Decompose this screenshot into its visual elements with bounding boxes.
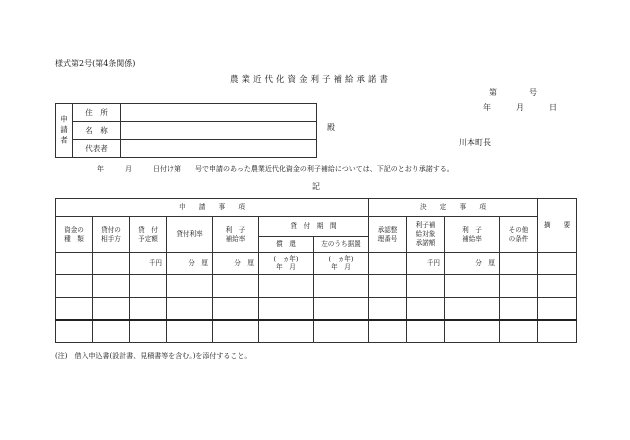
name-field[interactable] xyxy=(121,122,317,140)
unit-percent: 分 厘 xyxy=(213,253,259,274)
name-label: 名 称 xyxy=(73,122,121,140)
form-id: 様式第2号(第4条関係) xyxy=(55,59,136,68)
unit-thousand-yen: 千円 xyxy=(407,253,445,274)
unit-years: ( ヵ年) 年 月 xyxy=(314,253,369,274)
unit-cell xyxy=(56,253,93,274)
approved-amount-header: 利子補 給対象 承諾額 xyxy=(407,217,445,253)
unit-cell xyxy=(369,253,407,274)
loan-rate-header: 貸付利率 xyxy=(167,217,213,253)
decision-group-header: 決 定 事 項 xyxy=(369,199,538,217)
request-group-header: 申 請 事 項 xyxy=(56,199,369,217)
issuer: 川本町長 xyxy=(459,138,491,147)
unit-percent: 分 厘 xyxy=(445,253,500,274)
deferment-header: 左のうち据置 xyxy=(314,237,369,253)
table-row xyxy=(56,297,577,320)
body-text: 年 月 日付け第 号で申請のあった農業近代化資金の利子補給については、下記のとおり承諾する。 xyxy=(97,165,454,173)
subsidy-rate-header: 利 子 補給率 xyxy=(213,217,259,253)
unit-years: ( ヵ年) 年 月 xyxy=(259,253,314,274)
planned-amount-header: 貸 付 予定額 xyxy=(130,217,167,253)
honorific: 殿 xyxy=(327,123,335,132)
unit-cell xyxy=(93,253,130,274)
repayment-header: 償 還 xyxy=(259,237,314,253)
applicant-group-label: 申請者 xyxy=(56,104,73,158)
loan-period-header: 貸 付 期 間 xyxy=(259,217,369,237)
footnote: (注) 借入申込書(設計書、見積書等を含む。)を添付すること。 xyxy=(55,352,252,360)
approval-number-header: 承認整 理番号 xyxy=(369,217,407,253)
ki-label: 記 xyxy=(312,182,320,191)
unit-cell xyxy=(500,253,538,274)
applicant-box xyxy=(55,103,317,158)
document-number: 第 号 xyxy=(489,88,539,97)
representative-label: 代表者 xyxy=(73,140,121,158)
unit-percent: 分 厘 xyxy=(167,253,213,274)
document-title: 農業近代化資金利子補給承諾書 xyxy=(230,75,392,85)
table-total-row xyxy=(56,320,577,342)
decided-rate-header: 利 子 補給率 xyxy=(445,217,500,253)
document-date: 年 月 日 xyxy=(483,103,560,112)
conditions-header: その他 の条件 xyxy=(500,217,538,253)
fund-type-header: 資金の 種 類 xyxy=(56,217,93,253)
table-row xyxy=(56,274,577,297)
address-field[interactable] xyxy=(121,104,317,122)
remarks-header: 摘 要 xyxy=(538,199,577,253)
subsidy-table xyxy=(55,198,577,343)
unit-cell xyxy=(538,253,577,274)
unit-thousand-yen: 千円 xyxy=(130,253,167,274)
address-label: 住 所 xyxy=(73,104,121,122)
counterparty-header: 貸付の 相手方 xyxy=(93,217,130,253)
representative-field[interactable] xyxy=(121,140,317,158)
